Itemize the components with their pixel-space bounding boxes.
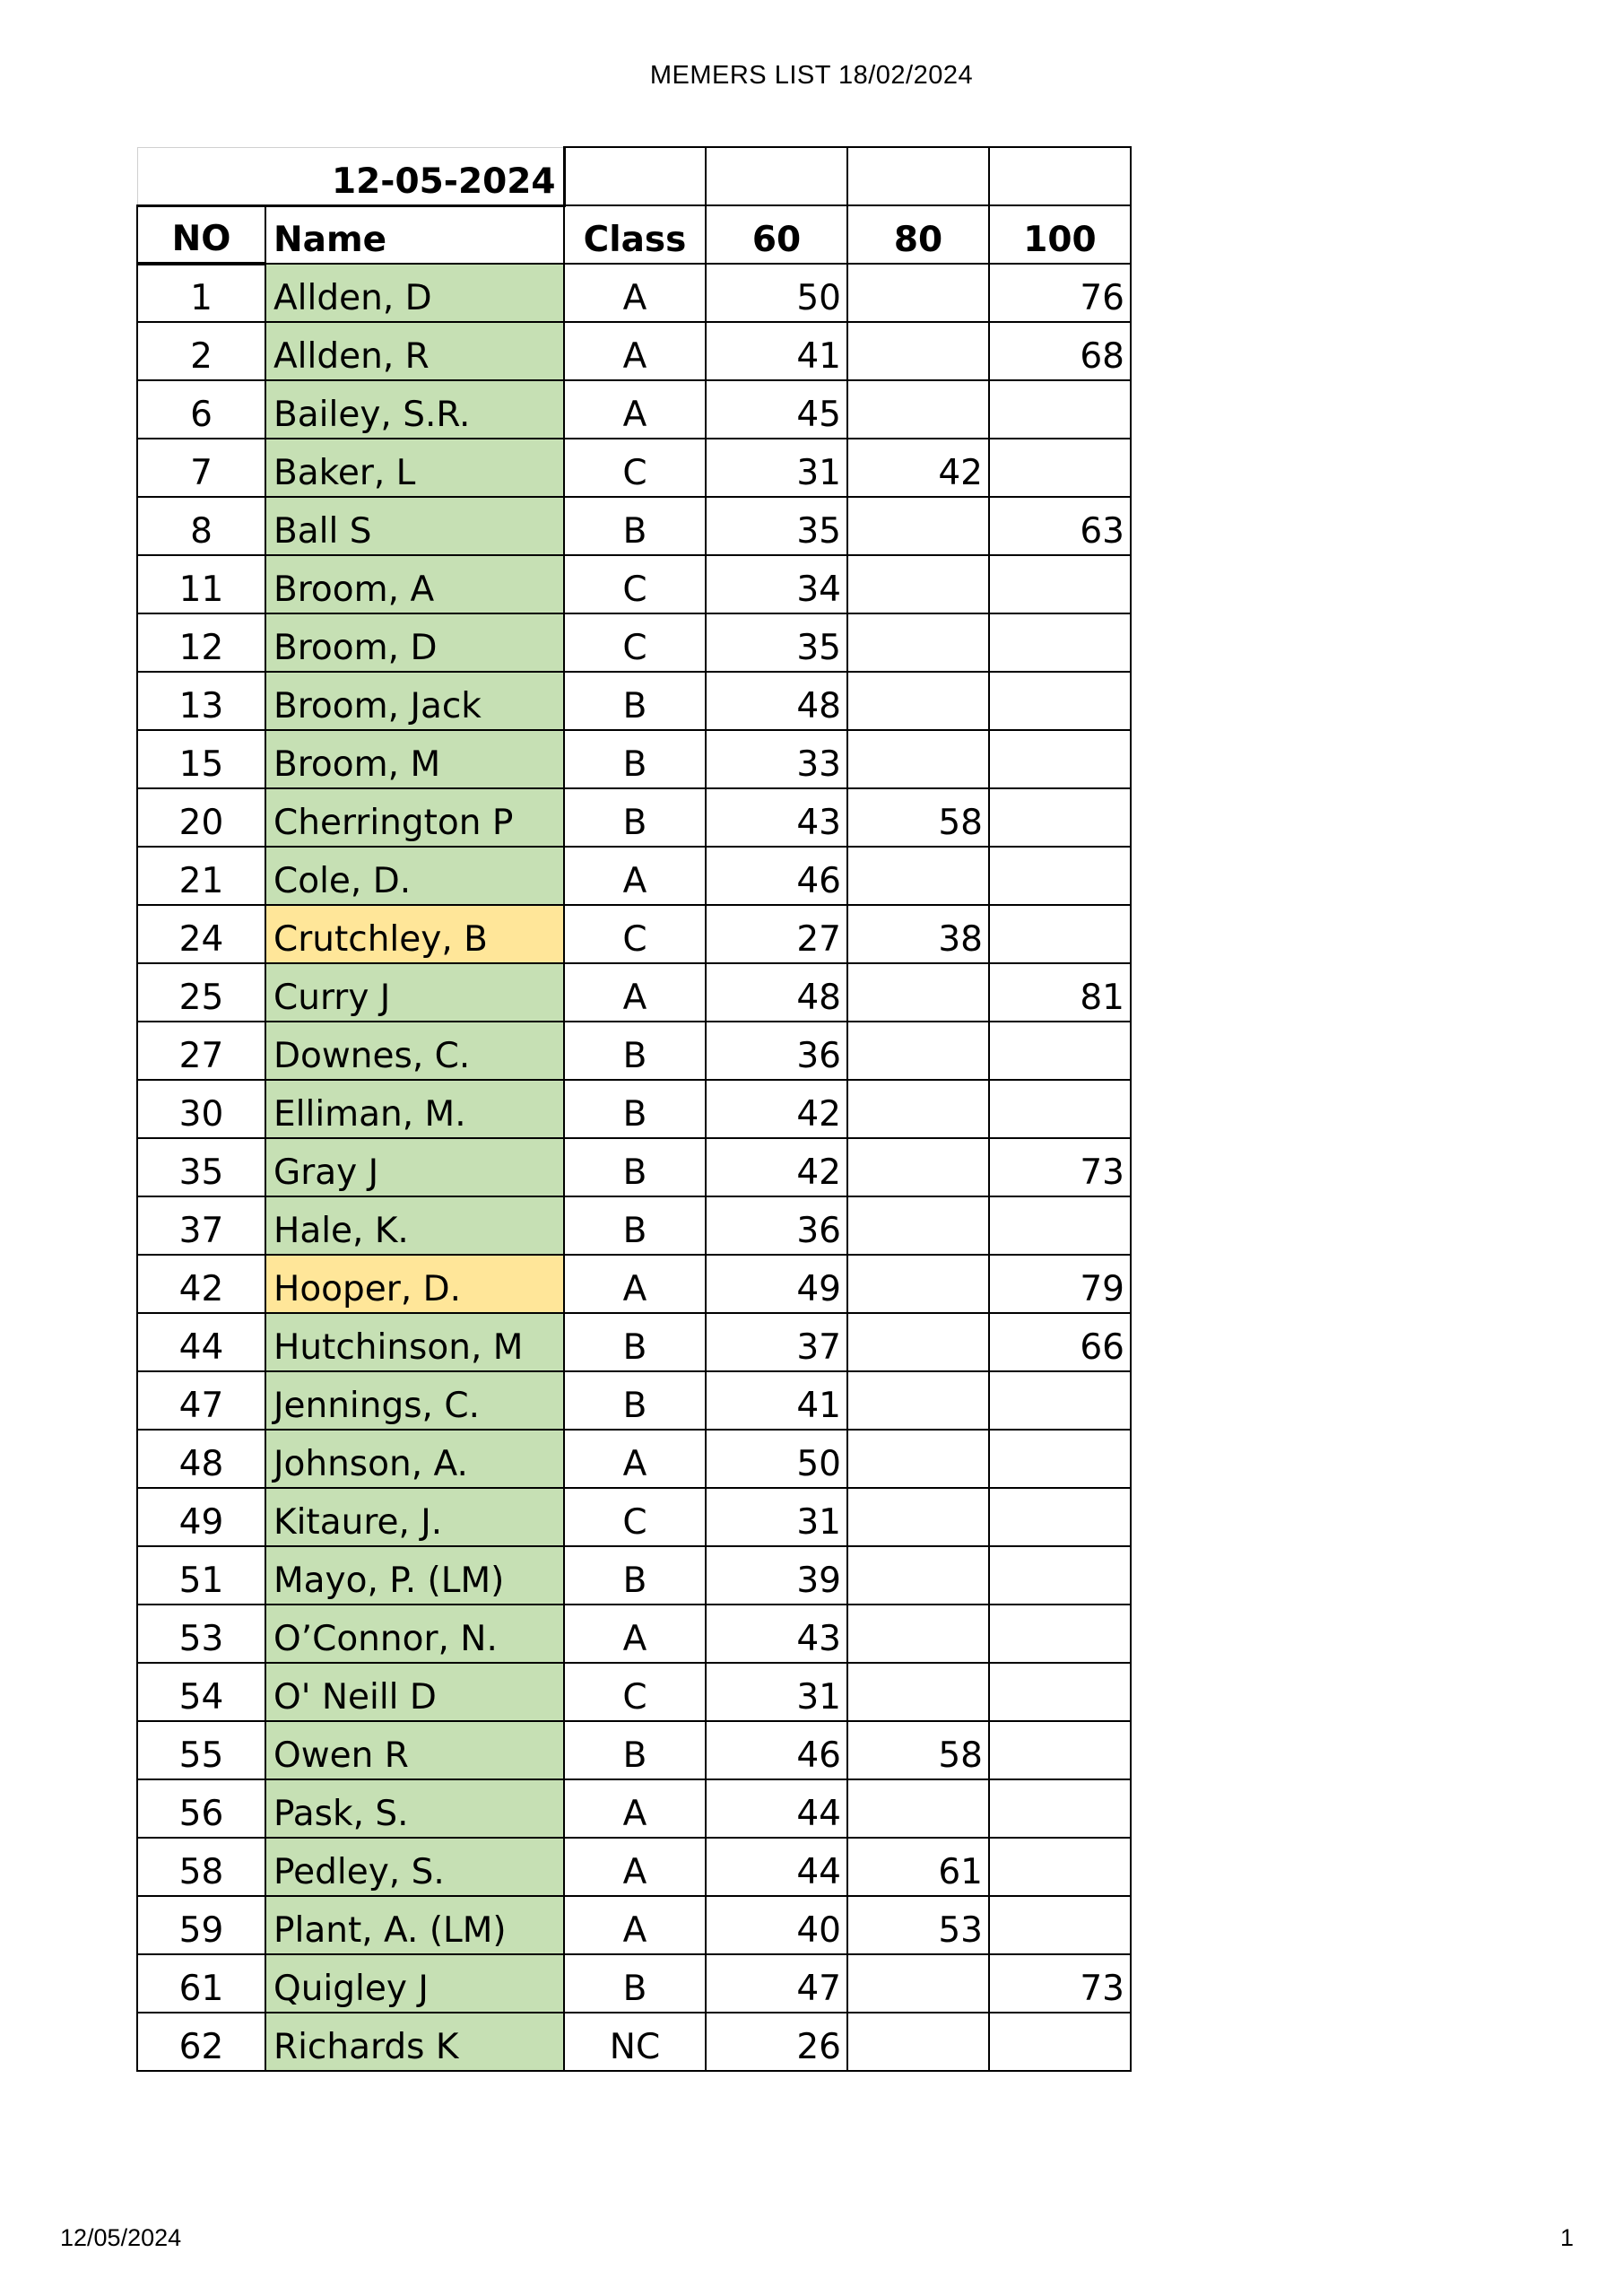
member-name: Broom, M [265, 730, 564, 788]
members-table [136, 146, 1132, 2072]
member-class: A [564, 322, 706, 380]
score-60: 26 [706, 2013, 847, 2071]
score-80: 42 [847, 439, 989, 497]
member-no: 7 [137, 439, 265, 497]
score-80 [847, 1138, 989, 1196]
blank-cell [989, 147, 1131, 205]
member-no: 15 [137, 730, 265, 788]
member-class: A [564, 1605, 706, 1663]
member-name: Allden, R [265, 322, 564, 380]
member-no: 21 [137, 847, 265, 905]
member-class: A [564, 264, 706, 322]
column-header-class: Class [564, 205, 706, 264]
member-no: 30 [137, 1080, 265, 1138]
member-no: 27 [137, 1022, 265, 1080]
score-100 [989, 1546, 1131, 1605]
member-name: Cherrington P [265, 788, 564, 847]
score-100 [989, 1080, 1131, 1138]
member-no: 61 [137, 1954, 265, 2013]
member-no: 20 [137, 788, 265, 847]
score-80: 58 [847, 1721, 989, 1779]
member-name: Ball S [265, 497, 564, 555]
table-row [137, 322, 1131, 380]
score-100 [989, 672, 1131, 730]
score-100 [989, 1663, 1131, 1721]
member-class: C [564, 1663, 706, 1721]
blank-cell [706, 147, 847, 205]
member-no: 11 [137, 555, 265, 613]
table-row [137, 1430, 1131, 1488]
member-no: 49 [137, 1488, 265, 1546]
score-80: 53 [847, 1896, 989, 1954]
member-name: Cole, D. [265, 847, 564, 905]
score-100 [989, 1838, 1131, 1896]
score-100 [989, 1896, 1131, 1954]
score-100 [989, 847, 1131, 905]
blank-cell [564, 147, 706, 205]
score-100 [989, 788, 1131, 847]
member-name: Broom, Jack [265, 672, 564, 730]
score-100 [989, 730, 1131, 788]
member-class: B [564, 1138, 706, 1196]
score-60: 36 [706, 1022, 847, 1080]
member-name: Broom, D [265, 613, 564, 672]
score-60: 41 [706, 1371, 847, 1430]
score-80 [847, 1954, 989, 2013]
member-name: Pask, S. [265, 1779, 564, 1838]
member-no: 62 [137, 2013, 265, 2071]
member-name: O’Connor, N. [265, 1605, 564, 1663]
column-header-name: Name [265, 205, 564, 264]
score-80 [847, 322, 989, 380]
member-class: B [564, 1546, 706, 1605]
table-row [137, 1138, 1131, 1196]
table-row [137, 730, 1131, 788]
score-80 [847, 672, 989, 730]
score-60: 35 [706, 613, 847, 672]
member-class: B [564, 672, 706, 730]
score-60: 33 [706, 730, 847, 788]
score-60: 43 [706, 1605, 847, 1663]
member-class: A [564, 380, 706, 439]
member-class: NC [564, 2013, 706, 2071]
member-class: B [564, 497, 706, 555]
member-no: 37 [137, 1196, 265, 1255]
score-100 [989, 2013, 1131, 2071]
member-name: Hooper, D. [265, 1255, 564, 1313]
score-60: 41 [706, 322, 847, 380]
member-name: Jennings, C. [265, 1371, 564, 1430]
member-no: 48 [137, 1430, 265, 1488]
member-class: A [564, 1779, 706, 1838]
score-60: 48 [706, 963, 847, 1022]
column-header-no: NO [137, 205, 265, 264]
table-row [137, 497, 1131, 555]
member-class: B [564, 1022, 706, 1080]
table-row [137, 1546, 1131, 1605]
table-row [137, 1779, 1131, 1838]
member-name: Mayo, P. (LM) [265, 1546, 564, 1605]
member-name: Allden, D [265, 264, 564, 322]
member-class: B [564, 1080, 706, 1138]
table-row [137, 439, 1131, 497]
score-60: 31 [706, 439, 847, 497]
score-80 [847, 1663, 989, 1721]
table-row [137, 1954, 1131, 2013]
score-80: 58 [847, 788, 989, 847]
column-header-60: 60 [706, 205, 847, 264]
member-class: A [564, 963, 706, 1022]
table-row [137, 2013, 1131, 2071]
score-80 [847, 730, 989, 788]
score-60: 40 [706, 1896, 847, 1954]
member-class: A [564, 1255, 706, 1313]
table-row [137, 1022, 1131, 1080]
score-60: 45 [706, 380, 847, 439]
score-80 [847, 1488, 989, 1546]
score-60: 37 [706, 1313, 847, 1371]
member-no: 1 [137, 264, 265, 322]
score-60: 34 [706, 555, 847, 613]
score-60: 44 [706, 1779, 847, 1838]
member-no: 6 [137, 380, 265, 439]
table-row [137, 1313, 1131, 1371]
score-60: 39 [706, 1546, 847, 1605]
member-class: B [564, 788, 706, 847]
member-class: B [564, 1371, 706, 1430]
column-header-80: 80 [847, 205, 989, 264]
score-80 [847, 1255, 989, 1313]
member-no: 47 [137, 1371, 265, 1430]
table-row [137, 1196, 1131, 1255]
score-100 [989, 1488, 1131, 1546]
member-name: Gray J [265, 1138, 564, 1196]
table-row [137, 1838, 1131, 1896]
blank-cell [847, 147, 989, 205]
member-no: 13 [137, 672, 265, 730]
member-no: 25 [137, 963, 265, 1022]
member-class: C [564, 613, 706, 672]
member-class: A [564, 1896, 706, 1954]
member-class: B [564, 1313, 706, 1371]
page-header: MEMERS LIST 18/02/2024 [649, 61, 974, 90]
table-row [137, 788, 1131, 847]
member-class: B [564, 1196, 706, 1255]
score-100 [989, 1605, 1131, 1663]
table-row [137, 963, 1131, 1022]
score-60: 48 [706, 672, 847, 730]
member-no: 59 [137, 1896, 265, 1954]
member-no: 24 [137, 905, 265, 963]
score-60: 43 [706, 788, 847, 847]
member-class: A [564, 847, 706, 905]
member-class: B [564, 1721, 706, 1779]
table-row [137, 1896, 1131, 1954]
score-60: 31 [706, 1488, 847, 1546]
score-100: 76 [989, 264, 1131, 322]
footer-date: 12/05/2024 [60, 2224, 182, 2251]
score-60: 31 [706, 1663, 847, 1721]
score-80 [847, 1371, 989, 1430]
member-name: Quigley J [265, 1954, 564, 2013]
member-class: A [564, 1838, 706, 1896]
score-100 [989, 905, 1131, 963]
member-no: 58 [137, 1838, 265, 1896]
blank-cell [137, 147, 265, 205]
table-row [137, 1255, 1131, 1313]
score-80: 38 [847, 905, 989, 963]
score-100 [989, 1196, 1131, 1255]
score-100: 79 [989, 1255, 1131, 1313]
score-60: 47 [706, 1954, 847, 2013]
member-name: Crutchley, B [265, 905, 564, 963]
member-no: 54 [137, 1663, 265, 1721]
score-80 [847, 1022, 989, 1080]
score-100: 68 [989, 322, 1131, 380]
score-80 [847, 264, 989, 322]
member-name: Baker, L [265, 439, 564, 497]
member-name: Curry J [265, 963, 564, 1022]
score-100 [989, 439, 1131, 497]
member-name: Plant, A. (LM) [265, 1896, 564, 1954]
score-60: 35 [706, 497, 847, 555]
score-100 [989, 555, 1131, 613]
score-100 [989, 1371, 1131, 1430]
score-100: 81 [989, 963, 1131, 1022]
score-100 [989, 613, 1131, 672]
member-name: Richards K [265, 2013, 564, 2071]
score-100 [989, 1022, 1131, 1080]
member-no: 12 [137, 613, 265, 672]
score-80 [847, 1430, 989, 1488]
score-80 [847, 1196, 989, 1255]
table-row [137, 613, 1131, 672]
member-name: Pedley, S. [265, 1838, 564, 1896]
table-row [137, 1721, 1131, 1779]
table-row [137, 905, 1131, 963]
sheet-date: 12-05-2024 [265, 147, 564, 205]
score-80 [847, 1080, 989, 1138]
member-no: 51 [137, 1546, 265, 1605]
member-class: C [564, 439, 706, 497]
member-class: C [564, 905, 706, 963]
score-60: 42 [706, 1138, 847, 1196]
table-row [137, 264, 1131, 322]
score-60: 44 [706, 1838, 847, 1896]
score-60: 49 [706, 1255, 847, 1313]
member-no: 35 [137, 1138, 265, 1196]
score-100: 63 [989, 497, 1131, 555]
table-row [137, 672, 1131, 730]
member-no: 42 [137, 1255, 265, 1313]
score-80 [847, 1313, 989, 1371]
table-row [137, 380, 1131, 439]
member-no: 44 [137, 1313, 265, 1371]
table-row [137, 1080, 1131, 1138]
table-row [137, 1488, 1131, 1546]
score-80 [847, 1605, 989, 1663]
member-name: Owen R [265, 1721, 564, 1779]
member-name: Kitaure, J. [265, 1488, 564, 1546]
member-class: C [564, 555, 706, 613]
member-class: C [564, 1488, 706, 1546]
table-row [137, 1371, 1131, 1430]
table-row [137, 1605, 1131, 1663]
score-60: 27 [706, 905, 847, 963]
member-class: B [564, 730, 706, 788]
score-60: 50 [706, 1430, 847, 1488]
member-no: 55 [137, 1721, 265, 1779]
score-80 [847, 1779, 989, 1838]
score-80 [847, 1546, 989, 1605]
score-80 [847, 2013, 989, 2071]
page-number: 1 [1560, 2224, 1575, 2251]
score-100: 66 [989, 1313, 1131, 1371]
score-100 [989, 1721, 1131, 1779]
member-name: Hutchinson, M [265, 1313, 564, 1371]
score-60: 36 [706, 1196, 847, 1255]
score-60: 50 [706, 264, 847, 322]
member-class: A [564, 1430, 706, 1488]
member-name: Broom, A [265, 555, 564, 613]
score-100 [989, 380, 1131, 439]
member-no: 8 [137, 497, 265, 555]
score-80: 61 [847, 1838, 989, 1896]
table-row [137, 555, 1131, 613]
score-60: 46 [706, 1721, 847, 1779]
score-60: 42 [706, 1080, 847, 1138]
score-60: 46 [706, 847, 847, 905]
member-name: Hale, K. [265, 1196, 564, 1255]
score-80 [847, 380, 989, 439]
member-name: O' Neill D [265, 1663, 564, 1721]
member-name: Downes, C. [265, 1022, 564, 1080]
table-row [137, 847, 1131, 905]
score-100: 73 [989, 1138, 1131, 1196]
member-class: B [564, 1954, 706, 2013]
score-100 [989, 1779, 1131, 1838]
header-row [137, 205, 1131, 264]
table-row [137, 1663, 1131, 1721]
date-row [137, 147, 1131, 205]
column-header-100: 100 [989, 205, 1131, 264]
score-80 [847, 963, 989, 1022]
score-100 [989, 1430, 1131, 1488]
member-no: 53 [137, 1605, 265, 1663]
member-no: 2 [137, 322, 265, 380]
score-80 [847, 847, 989, 905]
score-100: 73 [989, 1954, 1131, 2013]
score-80 [847, 555, 989, 613]
member-no: 56 [137, 1779, 265, 1838]
score-80 [847, 613, 989, 672]
score-80 [847, 497, 989, 555]
member-name: Elliman, M. [265, 1080, 564, 1138]
member-name: Bailey, S.R. [265, 380, 564, 439]
member-name: Johnson, A. [265, 1430, 564, 1488]
